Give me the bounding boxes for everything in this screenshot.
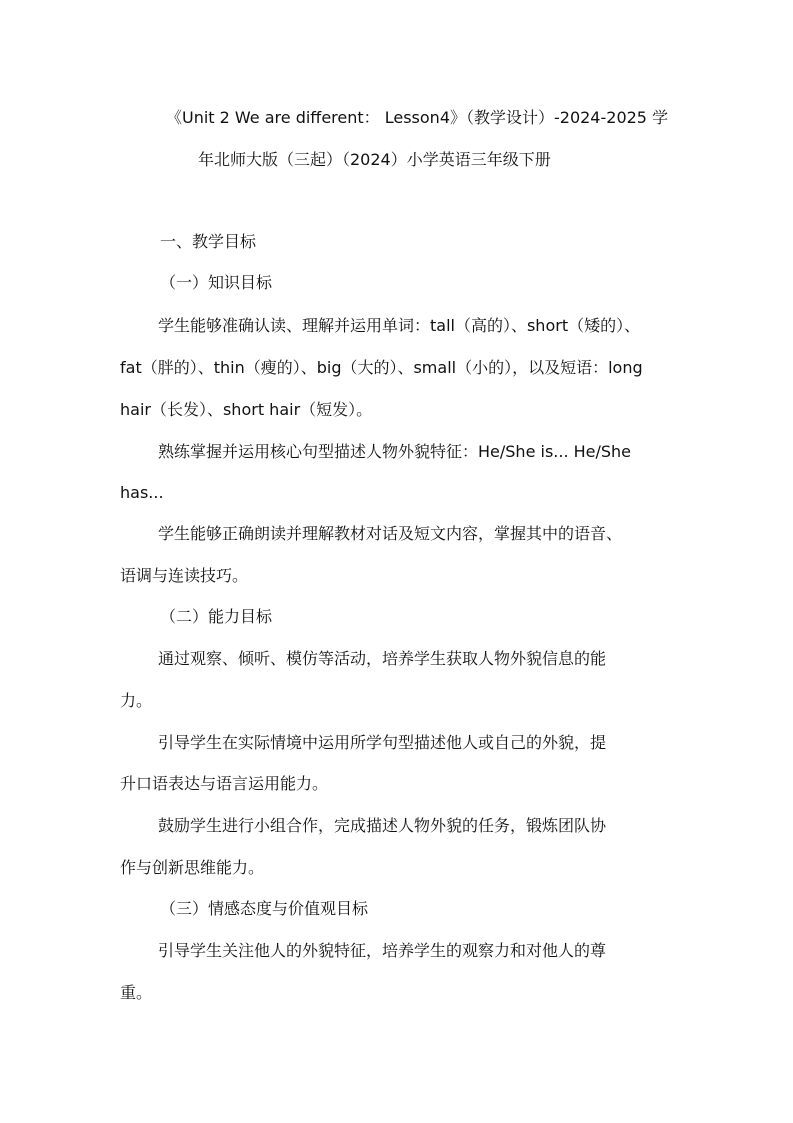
paragraph-1-line-2: fat（胖的）、thin（瘦的）、big（大的）、small（小的），以及短语：long [120,358,643,377]
paragraph-4-line-1: 通过观察、倾听、模仿等活动，培养学生获取人物外貌信息的能 [158,649,607,668]
paragraph-2-line-2: has... [120,483,164,502]
paragraph-7-line-2: 重。 [120,983,153,1002]
document-title-line-2: 年北师大版（三起）（2024）小学英语三年级下册 [198,150,551,169]
paragraph-6-line-2: 作与创新思维能力。 [120,858,265,877]
paragraph-5-line-2: 升口语表达与语言运用能力。 [120,774,329,793]
subheading-ability-goals: （二）能力目标 [160,607,273,626]
paragraph-3-line-2: 语调与连读技巧。 [120,566,249,585]
paragraph-2-line-1: 熟练掌握并运用核心句型描述人物外貌特征：He/She is... He/She [158,442,632,461]
paragraph-3-line-1: 学生能够正确朗读并理解教材对话及短文内容，掌握其中的语音、 [158,524,623,543]
subheading-knowledge-goals: （一）知识目标 [160,273,273,292]
paragraph-1-line-3: hair（长发）、short hair（短发）。 [120,400,373,419]
paragraph-6-line-1: 鼓励学生进行小组合作，完成描述人物外貌的任务，锻炼团队协 [158,816,607,835]
paragraph-7-line-1: 引导学生关注他人的外貌特征，培养学生的观察力和对他人的尊 [158,941,607,960]
paragraph-5-line-1: 引导学生在实际情境中运用所学句型描述他人或自己的外貌，提 [158,733,607,752]
subheading-values-goals: （三）情感态度与价值观目标 [160,899,369,918]
section-heading-teaching-goals: 一、教学目标 [160,232,257,251]
paragraph-4-line-2: 力。 [120,691,153,710]
paragraph-1-line-1: 学生能够准确认读、理解并运用单词：tall（高的）、short（矮的）、 [158,316,641,335]
document-title-line-1: 《Unit 2 We are different： Lesson4》（教学设计）-2024-2025 学 [166,108,669,127]
